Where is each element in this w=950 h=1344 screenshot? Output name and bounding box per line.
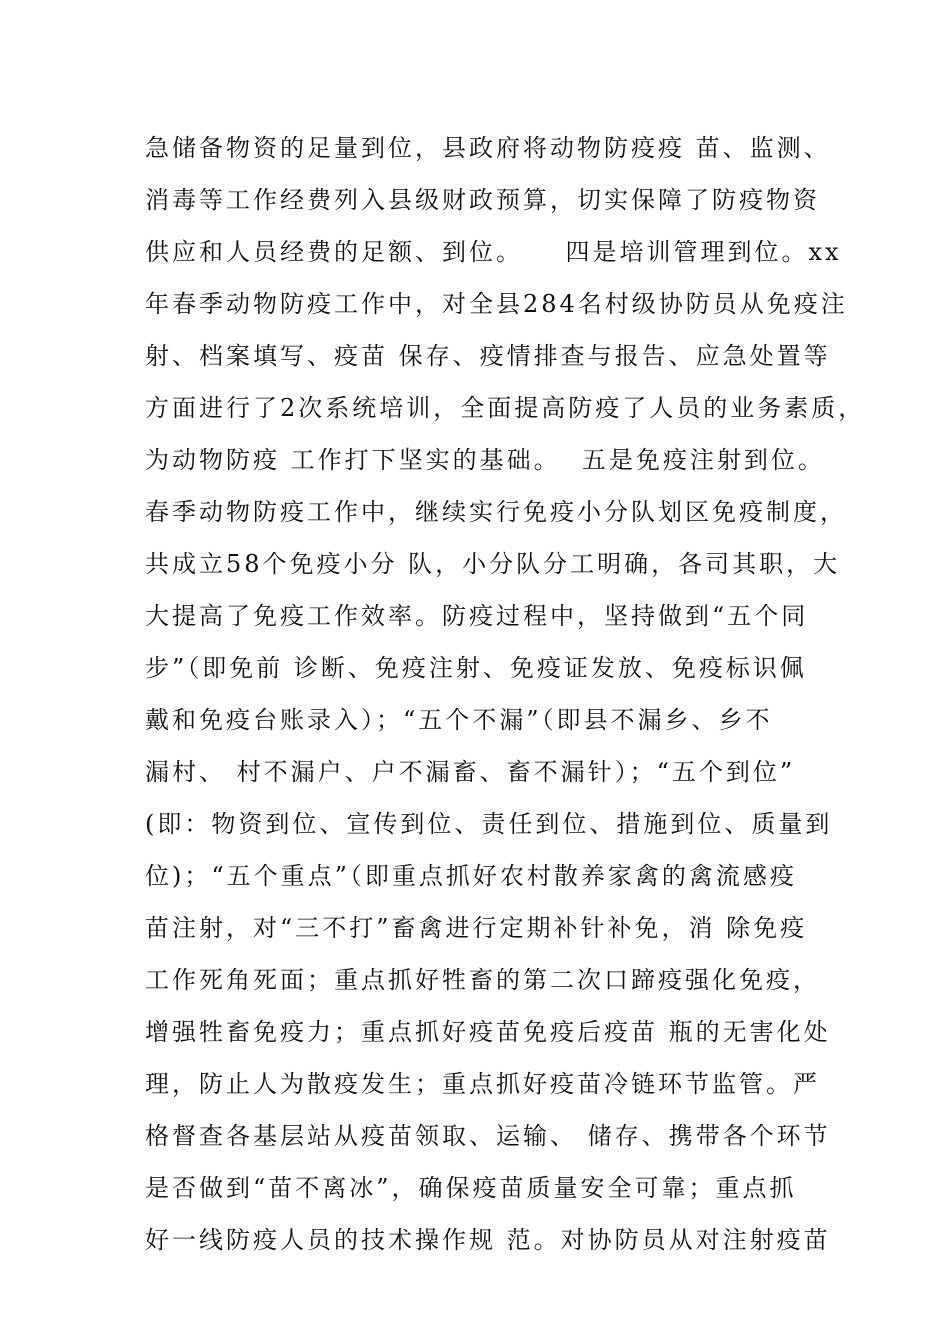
text-line: 格督查各基层站从疫苗领取、运输、 储存、携带各个环节 xyxy=(145,1122,831,1150)
text-line: 漏村、 村不漏户、户不漏畜、畜不漏针）；“五个到位” xyxy=(145,758,796,786)
text-line: 好一线防疫人员的技术操作规 范。对协防员从对注射疫苗 xyxy=(145,1226,831,1254)
text-line: 增强牲畜免疫力；重点抓好疫苗免疫后疫苗 瓶的无害化处 xyxy=(145,1018,831,1046)
text-line: 春季动物防疫工作中，继续实行免疫小分队划区免疫制度， xyxy=(145,498,847,526)
text-line: 工作死角死面；重点抓好牲畜的第二次口蹄疫强化免疫， xyxy=(145,966,820,994)
text-line: 大提高了免疫工作效率。防疫过程中，坚持做到“五个同 xyxy=(145,602,809,630)
text-line: 位)；“五个重点”（即重点抓好农村散养家禽的禽流感疫 xyxy=(145,862,797,890)
text-line: 苗注射，对“三不打”畜禽进行定期补针补免，消 除免疫 xyxy=(145,914,808,942)
text-line: 年春季动物防疫工作中，对全县284名村级协防员从免疫注 xyxy=(145,290,848,318)
text-line: (即：物资到位、宣传到位、责任到位、措施到位、质量到 xyxy=(145,810,833,838)
text-line: 方面进行了2次系统培训，全面提高防疫了人员的业务素质， xyxy=(145,394,866,422)
text-line: 是否做到“苗不离冰”，确保疫苗质量安全可靠；重点抓 xyxy=(145,1174,797,1202)
text-line: 急储备物资的足量到位，县政府将动物防疫疫 苗、监测、 xyxy=(145,134,831,162)
text-line: 射、档案填写、疫苗 保存、疫情排查与报告、应急处置等 xyxy=(145,342,831,370)
text-line: 理，防止人为散疫发生；重点抓好疫苗冷链环节监管。严 xyxy=(145,1070,820,1098)
body-text xyxy=(145,128,866,1272)
text-line: 为动物防疫 工作打下坚实的基础。 五是免疫注射到位。 xyxy=(145,446,825,474)
text-line: 步”（即免前 诊断、免疫注射、免疫证发放、免疫标识佩 xyxy=(145,654,807,682)
text-line: 消毒等工作经费列入县级财政预算，切实保障了防疫物资 xyxy=(145,186,820,214)
text-line: 戴和免疫台账录入）；“五个不漏”（即县不漏乡、乡不 xyxy=(145,706,773,734)
text-line: 供应和人员经费的足额、到位。 四是培训管理到位。xx xyxy=(145,238,842,266)
text-line: 共成立58个免疫小分 队，小分队分工明确，各司其职，大 xyxy=(145,550,841,578)
